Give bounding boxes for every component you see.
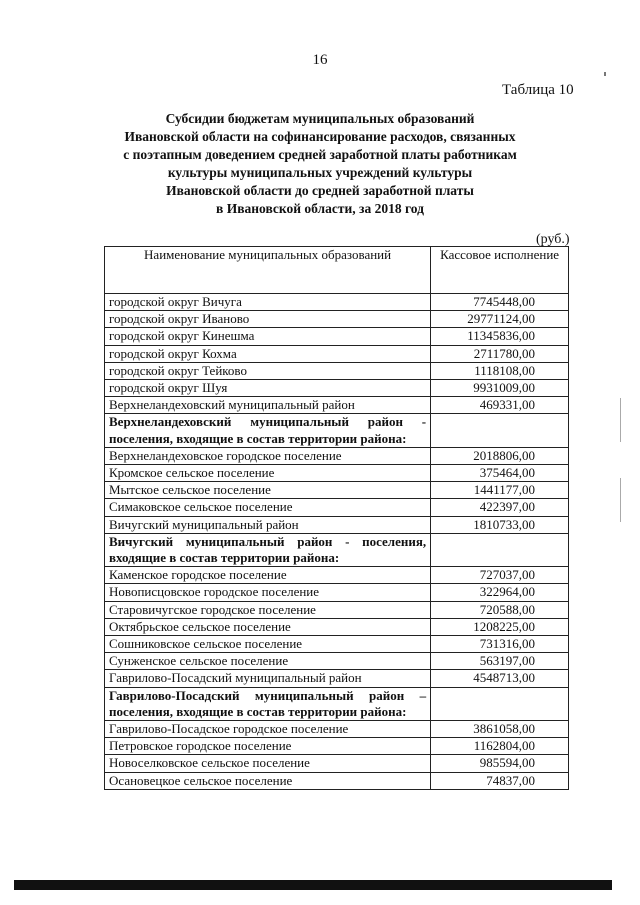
table-group-row [105,533,569,566]
title-line: в Ивановской области, за 2018 год [216,201,424,216]
cash-execution-cell: 563197,00 [431,653,569,670]
municipality-name-cell: Новоселковское сельское поселение [105,755,431,772]
table-row [105,567,569,584]
column-header-value: Кассовое исполнение [431,247,569,294]
cash-execution-cell: 2711780,00 [431,345,569,362]
subsidies-table [104,246,569,790]
municipality-name-cell: Вичугский муниципальный район - поселения, входящие в состав территории района: [105,533,431,566]
cash-execution-cell: 985594,00 [431,755,569,772]
table-row [105,345,569,362]
table-row [105,447,569,464]
title-line: Субсидии бюджетам муниципальных образований [165,111,475,126]
cash-execution-cell: 3861058,00 [431,721,569,738]
table-row [105,328,569,345]
title-line: Ивановской области на софинансирование расходов, связанных [124,129,516,144]
cash-execution-cell: 7745448,00 [431,294,569,311]
table-row [105,721,569,738]
table-group-row [105,687,569,720]
table-row [105,397,569,414]
table-row [105,311,569,328]
municipality-name-cell: Петровское городское поселение [105,738,431,755]
table-row [105,380,569,397]
page-number: 16 [312,52,328,68]
municipality-name-cell: Новописцовское городское поселение [105,584,431,601]
table-row [105,738,569,755]
municipality-name-cell: Кромское сельское поселение [105,465,431,482]
cash-execution-cell [431,414,569,447]
cash-execution-cell [431,533,569,566]
cash-execution-cell: 1208225,00 [431,618,569,635]
municipality-name-cell: Гаврилово-Посадское городское поселение [105,721,431,738]
table-row [105,516,569,533]
table-group-row [105,414,569,447]
table-row [105,362,569,379]
cash-execution-cell: 322964,00 [431,584,569,601]
cash-execution-cell: 731316,00 [431,636,569,653]
cash-execution-cell: 422397,00 [431,499,569,516]
municipality-name-cell: Вичугский муниципальный район [105,516,431,533]
municipality-name-cell: Верхнеландеховское городское поселение [105,447,431,464]
table-body [105,294,569,790]
cash-execution-cell: 1118108,00 [431,362,569,379]
municipality-name-cell: Мытское сельское поселение [105,482,431,499]
cash-execution-cell: 29771124,00 [431,311,569,328]
municipality-name-cell: Осановецкое сельское поселение [105,772,431,789]
scan-mark [620,478,621,522]
table-header-row [105,247,569,294]
scan-mark [604,72,606,76]
page-bottom-bar [14,880,612,890]
table-row [105,294,569,311]
municipality-name-cell: Октябрьское сельское поселение [105,618,431,635]
table-row [105,772,569,789]
cash-execution-cell: 4548713,00 [431,670,569,687]
municipality-name-cell: Верхнеландеховский муниципальный район [105,397,431,414]
document-title [100,110,540,218]
cash-execution-cell: 727037,00 [431,567,569,584]
municipality-name-cell: Сошниковское сельское поселение [105,636,431,653]
table-row [105,653,569,670]
table-row [105,618,569,635]
municipality-name-cell: городской округ Кохма [105,345,431,362]
municipality-name-cell: Гаврилово-Посадский муниципальный район [105,670,431,687]
municipality-name-cell: городской округ Вичуга [105,294,431,311]
municipality-name-cell: Сунженское сельское поселение [105,653,431,670]
table-row [105,499,569,516]
municipality-name-cell: городской округ Иваново [105,311,431,328]
cash-execution-cell [431,687,569,720]
cash-execution-cell: 11345836,00 [431,328,569,345]
table-row [105,755,569,772]
title-line: культуры муниципальных учреждений культуры [167,165,473,180]
cash-execution-cell: 1162804,00 [431,738,569,755]
municipality-name-cell: Верхнеландеховский муниципальный район - поселения, входящие в состав территории района: [105,414,431,447]
unit-label: (руб.) [536,232,570,247]
cash-execution-cell: 2018806,00 [431,447,569,464]
cash-execution-cell: 9931009,00 [431,380,569,397]
municipality-name-cell: городской округ Кинешма [105,328,431,345]
municipality-name-cell: Старовичугское городское поселение [105,601,431,618]
title-line: с поэтапным доведением средней заработной платы работникам [123,147,517,162]
municipality-name-cell: городской округ Тейково [105,362,431,379]
table-row [105,601,569,618]
cash-execution-cell: 1810733,00 [431,516,569,533]
table-row [105,670,569,687]
table-row [105,465,569,482]
table-label: Таблица 10 [502,82,574,98]
title-line: Ивановской области до средней заработной платы [166,183,474,198]
scan-mark [620,398,621,442]
cash-execution-cell: 720588,00 [431,601,569,618]
municipality-name-cell: Гаврилово-Посадский муниципальный район – поселения, входящие в состав территории района: [105,687,431,720]
cash-execution-cell: 469331,00 [431,397,569,414]
municipality-name-cell: городской округ Шуя [105,380,431,397]
table-row [105,584,569,601]
table-row [105,482,569,499]
cash-execution-cell: 74837,00 [431,772,569,789]
cash-execution-cell: 375464,00 [431,465,569,482]
column-header-name: Наименование муниципальных образований [105,247,431,294]
table-row [105,636,569,653]
cash-execution-cell: 1441177,00 [431,482,569,499]
municipality-name-cell: Симаковское сельское поселение [105,499,431,516]
municipality-name-cell: Каменское городское поселение [105,567,431,584]
